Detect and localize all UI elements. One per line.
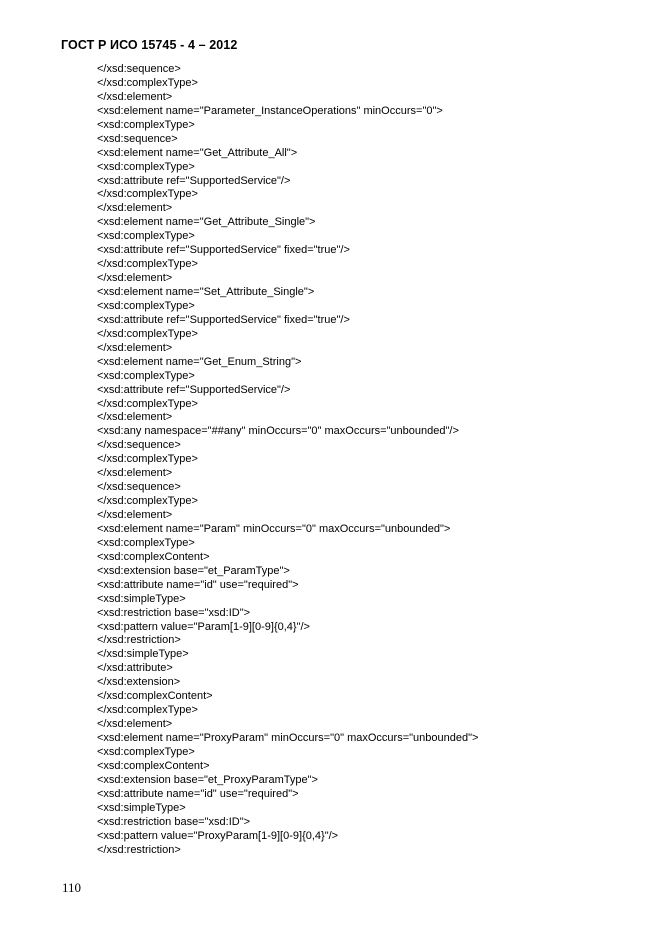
code-line: <xsd:complexType> — [97, 299, 195, 312]
code-line: <xsd:attribute name="id" use="required"> — [97, 578, 299, 591]
code-line: <xsd:pattern value="ProxyParam[1-9][0-9]{0,4}"/> — [97, 829, 339, 842]
code-line: <xsd:complexType> — [97, 536, 195, 549]
code-line: <xsd:simpleType> — [97, 592, 186, 605]
code-line: <xsd:any namespace="##any" minOccurs="0" maxOccurs="unbounded"/> — [97, 425, 459, 438]
code-line: </xsd:simpleType> — [97, 648, 189, 661]
code-line: <xsd:complexType> — [97, 230, 195, 243]
code-line: <xsd:pattern value="Param[1-9][0-9]{0,4}"/> — [97, 620, 310, 633]
code-line: <xsd:element name="Param" minOccurs="0" maxOccurs="unbounded"> — [97, 522, 451, 535]
code-line: <xsd:complexType> — [97, 160, 195, 173]
code-line: <xsd:attribute name="id" use="required"> — [97, 787, 299, 800]
page-number: 110 — [62, 880, 82, 895]
code-line: <xsd:sequence> — [97, 132, 178, 145]
xml-schema-listing — [97, 63, 637, 857]
code-line: <xsd:element name="Get_Attribute_Single"> — [97, 216, 316, 229]
code-line: </xsd:element> — [97, 202, 173, 215]
code-line: <xsd:complexType> — [97, 369, 195, 382]
code-line: </xsd:complexType> — [97, 495, 198, 508]
code-line: </xsd:restriction> — [97, 634, 181, 647]
code-line: <xsd:complexType> — [97, 745, 195, 758]
code-line: <xsd:element name="Set_Attribute_Single"> — [97, 286, 315, 298]
code-line: <xsd:attribute ref="SupportedService"/> — [97, 174, 291, 187]
code-line: </xsd:attribute> — [97, 662, 173, 675]
code-line: <xsd:element name="ProxyParam" minOccurs="0" maxOccurs="unbounded"> — [97, 732, 479, 744]
code-line: <xsd:complexContent> — [97, 550, 210, 563]
code-line: </xsd:complexType> — [97, 258, 198, 271]
document-header: ГОСТ Р ИСО 15745 - 4 – 2012 — [61, 38, 238, 52]
code-line: </xsd:complexType> — [97, 704, 198, 717]
code-line: </xsd:element> — [97, 272, 173, 285]
code-line: </xsd:element> — [97, 718, 173, 731]
code-line: <xsd:extension base="et_ParamType"> — [97, 564, 290, 577]
code-line: </xsd:sequence> — [97, 481, 181, 494]
code-line: <xsd:element name="Get_Attribute_All"> — [97, 146, 298, 159]
code-line: <xsd:element name="Get_Enum_String"> — [97, 355, 302, 368]
code-line: <xsd:attribute ref="SupportedService" fixed="true"/> — [97, 244, 350, 257]
code-line: </xsd:complexType> — [97, 453, 198, 466]
code-line: </xsd:element> — [97, 90, 173, 103]
code-line: </xsd:sequence> — [97, 63, 181, 75]
code-line: </xsd:complexType> — [97, 188, 198, 201]
code-line: </xsd:complexType> — [97, 327, 198, 340]
code-line: <xsd:simpleType> — [97, 801, 186, 814]
code-line: </xsd:element> — [97, 341, 173, 354]
code-line: </xsd:element> — [97, 509, 173, 521]
code-line: <xsd:complexContent> — [97, 759, 210, 772]
code-line: <xsd:extension base="et_ProxyParamType"> — [97, 773, 318, 786]
code-line: <xsd:complexType> — [97, 118, 195, 131]
code-line: </xsd:complexType> — [97, 76, 198, 89]
code-line: <xsd:restriction base="xsd:ID"> — [97, 606, 251, 619]
code-line: </xsd:element> — [97, 411, 173, 424]
code-line: <xsd:attribute ref="SupportedService" fixed="true"/> — [97, 313, 350, 326]
code-line: <xsd:element name="Parameter_InstanceOperations" minOccurs="0"> — [97, 104, 443, 117]
code-line: </xsd:restriction> — [97, 843, 181, 856]
code-line: </xsd:extension> — [97, 676, 181, 689]
code-line: <xsd:attribute ref="SupportedService"/> — [97, 383, 291, 396]
code-line: </xsd:sequence> — [97, 439, 181, 452]
code-line: <xsd:restriction base="xsd:ID"> — [97, 815, 251, 828]
code-line: </xsd:complexType> — [97, 397, 198, 410]
code-line: </xsd:complexContent> — [97, 690, 213, 703]
code-line: </xsd:element> — [97, 467, 173, 480]
